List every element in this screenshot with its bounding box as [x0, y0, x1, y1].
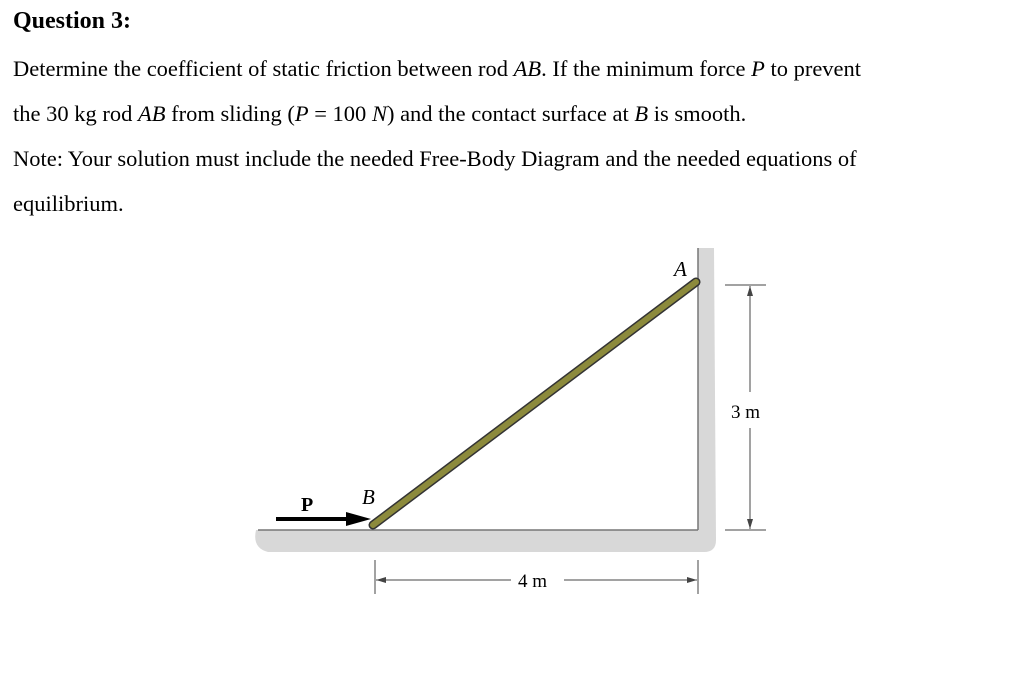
height-dimension-label: 3 m	[731, 402, 761, 423]
text-segment: ) and the contact surface at	[386, 101, 635, 126]
point-a-figure-label: A	[674, 257, 687, 281]
unit-n-label: N	[371, 101, 387, 126]
width-dimension-label: 4 m	[518, 571, 548, 592]
text-segment: . If the minimum force	[541, 56, 752, 81]
height-arrow-down	[747, 519, 753, 529]
note-line-continued: equilibrium.	[13, 191, 124, 216]
force-p-figure-label: P	[301, 494, 314, 516]
text-segment: the 30 kg rod	[13, 101, 138, 126]
force-p-label: P	[751, 56, 765, 81]
text-segment: to prevent	[764, 56, 862, 81]
text-segment: = 100	[308, 101, 372, 126]
note-line: Note: Your solution must include the needed Free-Body Diagram and the needed equations of	[13, 146, 857, 171]
text-segment: from sliding (	[165, 101, 295, 126]
question-heading: Question 3:	[13, 8, 132, 34]
contact-surface	[255, 248, 716, 552]
rod-ab-label: AB	[137, 101, 166, 126]
height-arrow-up	[747, 286, 753, 296]
point-b-figure-label: B	[362, 485, 375, 509]
force-p-label: P	[294, 101, 309, 126]
width-arrow-right	[687, 577, 697, 583]
text-segment: Determine the coefficient of static friction between rod	[13, 56, 514, 81]
text-segment: is smooth.	[648, 101, 747, 126]
rod-ab-label: AB	[513, 56, 542, 81]
rod-ab	[373, 282, 696, 525]
force-p-arrow-head	[346, 512, 371, 526]
point-b-label: B	[634, 101, 649, 126]
width-arrow-left	[376, 577, 386, 583]
